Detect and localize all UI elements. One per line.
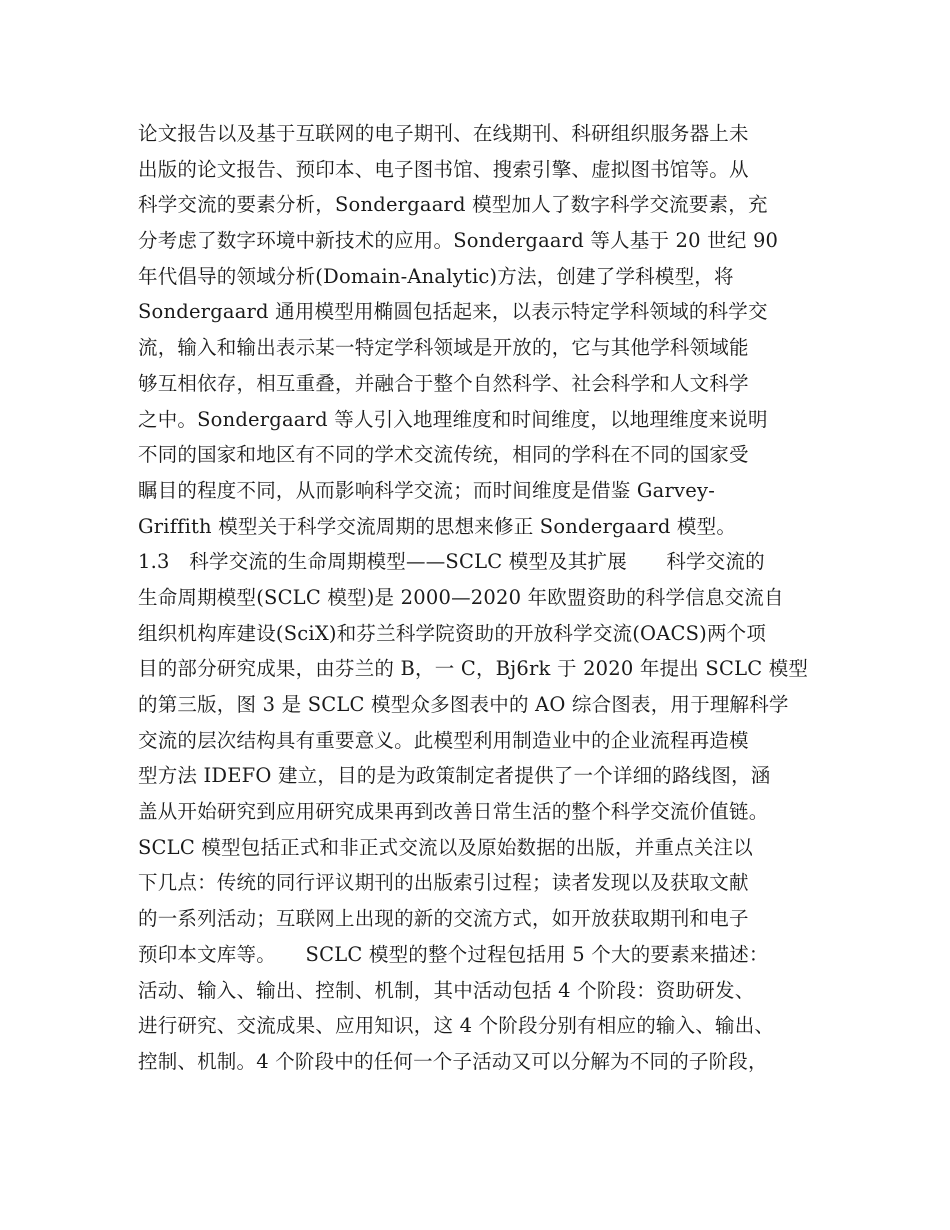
text-line: 预印本文库等。 SCLC 模型的整个过程包括用 5 个大的要素来描述： [138, 942, 769, 966]
text-line: Griffith 模型关于科学交流周期的思想来修正 Sondergaard 模型。 [138, 514, 737, 538]
text-line: 流，输入和输出表示某一特定学科领域是开放的，它与其他学科领域能 [138, 336, 749, 360]
text-line: 年代倡导的领域分析(Domain-Analytic)方法，创建了学科模型，将 [138, 264, 734, 288]
text-line: 盖从开始研究到应用研究成果再到改善日常生活的整个科学交流价值链。 [138, 800, 769, 824]
text-line: 论文报告以及基于互联网的电子期刊、在线期刊、科研组织服务器上未 [138, 122, 749, 145]
text-line: 型方法 IDEFO 建立，目的是为政策制定者提供了一个详细的路线图，涵 [138, 764, 771, 788]
section-heading-line: 1.3 科学交流的生命周期模型——SCLC 模型及其扩展 科学交流的 [138, 550, 765, 574]
text-line: Sondergaard 通用模型用椭圆包括起来，以表示特定学科领域的科学交 [138, 300, 768, 324]
text-line: 生命周期模型(SCLC 模型)是 2000—2020 年欧盟资助的科学信息交流自 [138, 585, 784, 609]
text-line: 交流的层次结构具有重要意义。此模型利用制造业中的企业流程再造模 [138, 728, 749, 752]
text-line: 活动、输入、输出、控制、机制，其中活动包括 4 个阶段：资助研发、 [138, 978, 755, 1002]
text-line: 分考虑了数字环境中新技术的应用。Sondergaard 等人基于 20 世纪 90 [138, 229, 779, 253]
text-line: 进行研究、交流成果、应用知识，这 4 个阶段分别有相应的输入、输出、 [138, 1014, 775, 1038]
text-line: 的一系列活动；互联网上出现的新的交流方式，如开放获取期刊和电子 [138, 907, 749, 931]
text-line: 的第三版，图 3 是 SCLC 模型众多图表中的 AO 综合图表，用于理解科学 [138, 693, 789, 716]
text-line: 出版的论文报告、预印本、电子图书馆、搜索引擎、虚拟图书馆等。从 [138, 157, 749, 181]
text-line: 组织机构库建设(SciX)和芬兰科学院资助的开放科学交流(OACS)两个项 [138, 621, 767, 645]
text-line: 下几点：传统的同行评议期刊的出版索引过程；读者发现以及获取文献 [138, 871, 749, 895]
text-line: SCLC 模型包括正式和非正式交流以及原始数据的出版，并重点关注以 [138, 835, 753, 859]
text-line: 不同的国家和地区有不同的学术交流传统，相同的学科在不同的国家受 [138, 443, 749, 467]
text-line: 科学交流的要素分析，Sondergaard 模型加人了数字科学交流要素，充 [138, 193, 768, 217]
text-line: 目的部分研究成果，由芬兰的 B，一 C，Bj6rk 于 2020 年提出 SCLC 模型 [138, 657, 809, 681]
body-text [138, 116, 838, 1080]
text-line: 之中。Sondergaard 等人引入地理维度和时间维度，以地理维度来说明 [138, 407, 768, 431]
text-line: 控制、机制。4 个阶段中的任何一个子活动又可以分解为不同的子阶段， [138, 1049, 768, 1073]
text-line: 瞩目的程度不同，从而影响科学交流；而时间维度是借鉴 Garvey- [138, 478, 715, 502]
text-line: 够互相依存，相互重叠，并融合于整个自然科学、社会科学和人文科学 [138, 371, 749, 395]
